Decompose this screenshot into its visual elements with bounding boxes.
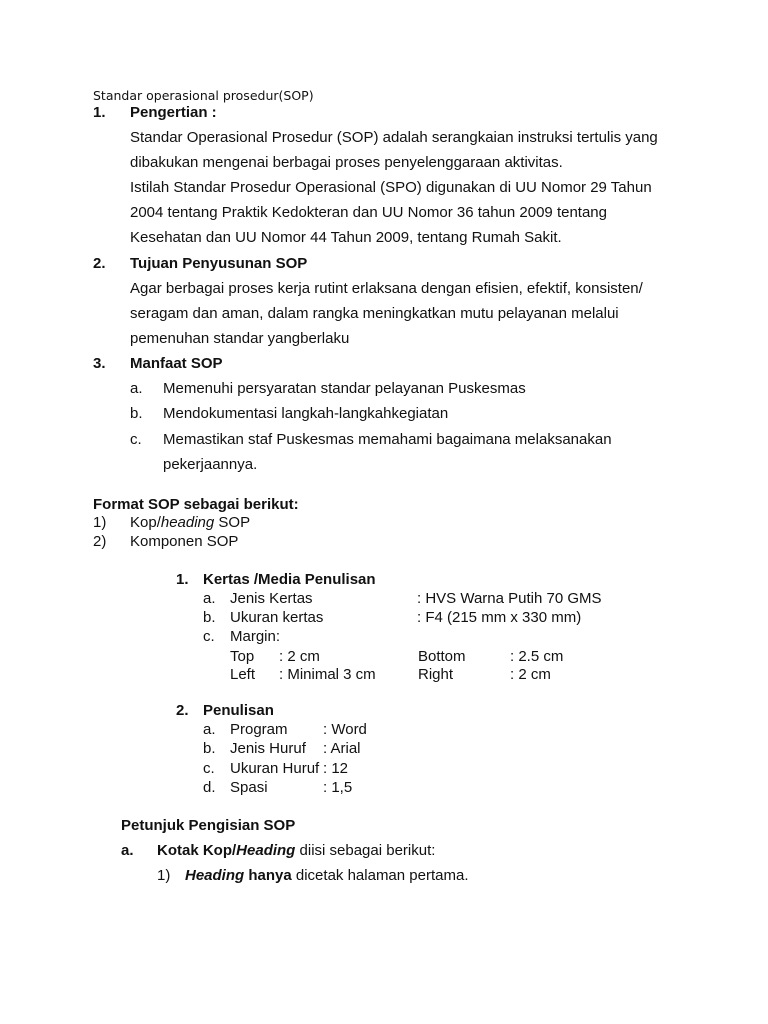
spec-value: : 1,5 xyxy=(323,779,353,796)
petunjuk-1-rest: dicetak halaman pertama. xyxy=(291,867,469,884)
margin-right-value: : 2 cm xyxy=(510,666,551,683)
list-letter: b. xyxy=(203,609,216,626)
list-letter: d. xyxy=(203,779,216,796)
penulisan-heading: Penulisan xyxy=(203,702,274,719)
format-heading: Format SOP sebagai berikut: xyxy=(93,496,299,513)
margin-bottom-label: Bottom xyxy=(418,648,466,665)
list-letter: a. xyxy=(203,721,216,738)
petunjuk-1-number: 1) xyxy=(157,867,171,884)
spec-value: : F4 (215 mm x 330 mm) xyxy=(417,609,582,626)
format-item-number: 1) xyxy=(93,514,107,531)
petunjuk-a-text xyxy=(157,842,435,860)
petunjuk-1-bold: hanya xyxy=(244,867,292,884)
section-1-line: 2004 tentang Praktik Kedokteran dan UU Nomor 36 tahun 2009 tentang xyxy=(130,204,607,221)
section-1-line: Istilah Standar Prosedur Operasional (SPO) digunakan di UU Nomor 29 Tahun xyxy=(130,179,652,196)
spec-label: Spasi xyxy=(230,779,268,796)
margin-top-label: Top xyxy=(230,648,255,665)
section-1-heading: Pengertian : xyxy=(130,104,217,121)
section-1-line: Standar Operasional Prosedur (SOP) adalah serangkaian instruksi tertulis yang xyxy=(130,129,658,146)
spec-label: Program xyxy=(230,721,288,738)
spec-label: Ukuran kertas xyxy=(230,609,324,626)
margin-right-label: Right xyxy=(418,666,454,683)
section-3-number: 3. xyxy=(93,355,106,372)
penulisan-number: 2. xyxy=(176,702,189,719)
section-2-number: 2. xyxy=(93,255,106,272)
format-item-2: Komponen SOP xyxy=(130,533,239,550)
list-item: Memenuhi persyaratan standar pelayanan Puskesmas xyxy=(163,380,526,397)
petunjuk-a-rest: diisi sebagai berikut: xyxy=(295,842,436,859)
list-letter: a. xyxy=(203,590,216,607)
format-item-1-post: SOP xyxy=(214,514,251,531)
list-item-continuation: pekerjaannya. xyxy=(163,456,258,473)
list-item: Memastikan staf Puskesmas memahami bagaimana melaksanakan xyxy=(163,431,612,448)
margin-top-value: : 2 cm xyxy=(279,648,320,665)
petunjuk-heading: Petunjuk Pengisian SOP xyxy=(121,817,296,834)
list-item: Mendokumentasi langkah-langkahkegiatan xyxy=(163,405,449,422)
section-2-heading: Tujuan Penyusunan SOP xyxy=(130,255,308,272)
kertas-heading: Kertas /Media Penulisan xyxy=(203,571,376,588)
list-letter: c. xyxy=(130,431,142,448)
section-2-line: Agar berbagai proses kerja rutint erlaksana dengan efisien, efektif, konsisten/ xyxy=(130,280,643,297)
format-item-1-em: heading xyxy=(160,514,215,531)
spec-label: Jenis Huruf xyxy=(230,740,306,757)
section-1-line: dibakukan mengenai berbagai proses penyelenggaraan aktivitas. xyxy=(130,154,563,171)
margin-left-value: : Minimal 3 cm xyxy=(279,666,376,683)
margin-left-label: Left xyxy=(230,666,256,683)
spec-value: : Word xyxy=(323,721,367,738)
list-letter: c. xyxy=(203,760,215,777)
spec-value: : 12 xyxy=(323,760,349,777)
spec-label: Margin: xyxy=(230,628,281,645)
petunjuk-a-letter: a. xyxy=(121,842,134,859)
petunjuk-1-text xyxy=(185,867,468,885)
document-title: Standar operasional prosedur(SOP) xyxy=(93,88,314,103)
format-item-1 xyxy=(130,514,250,532)
list-letter: a. xyxy=(130,380,143,397)
petunjuk-a-bold: Kotak Kop/ xyxy=(157,842,237,859)
format-item-number: 2) xyxy=(93,533,107,550)
petunjuk-1-bolditalic: Heading xyxy=(185,867,245,884)
spec-label: Ukuran Huruf xyxy=(230,760,320,777)
format-item-1-pre: Kop/ xyxy=(130,514,161,531)
list-letter: c. xyxy=(203,628,215,645)
spec-label: Jenis Kertas xyxy=(230,590,313,607)
kertas-number: 1. xyxy=(176,571,189,588)
section-2-line: seragam dan aman, dalam rangka meningkatkan mutu pelayanan melalui xyxy=(130,305,619,322)
margin-bottom-value: : 2.5 cm xyxy=(510,648,564,665)
list-letter: b. xyxy=(130,405,143,422)
petunjuk-a-bolditalic: Heading xyxy=(236,842,296,859)
spec-value: : Arial xyxy=(323,740,361,757)
section-1-line: Kesehatan dan UU Nomor 44 Tahun 2009, tentang Rumah Sakit. xyxy=(130,229,562,246)
section-1-number: 1. xyxy=(93,104,106,121)
list-letter: b. xyxy=(203,740,216,757)
spec-value: : HVS Warna Putih 70 GMS xyxy=(417,590,602,607)
section-2-line: pemenuhan standar yangberlaku xyxy=(130,330,350,347)
section-3-heading: Manfaat SOP xyxy=(130,355,223,372)
